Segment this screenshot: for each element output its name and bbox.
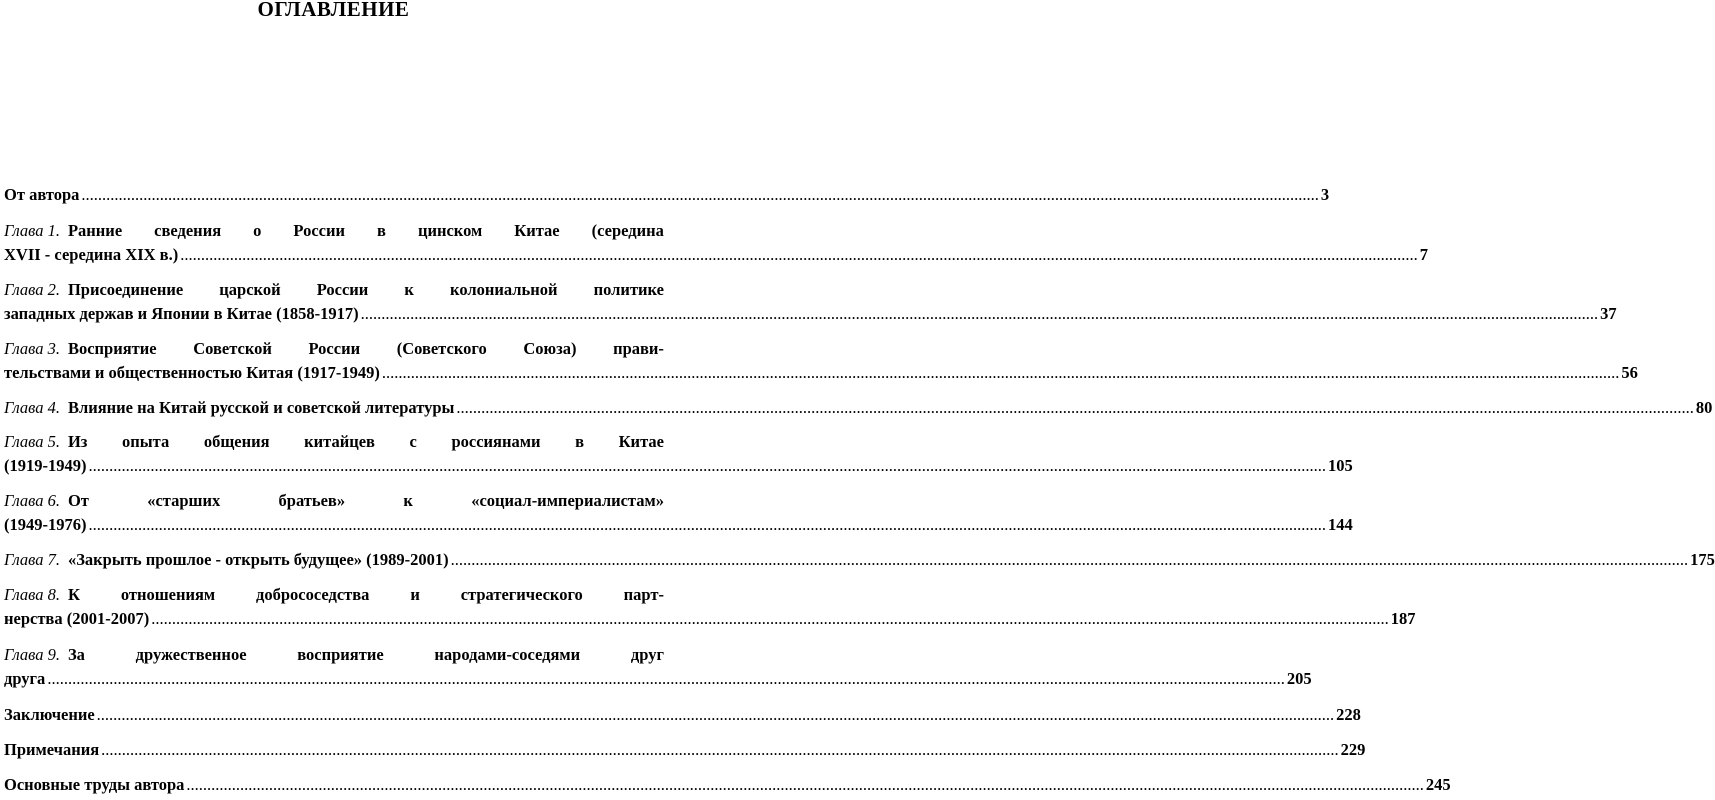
toc-entry-title-line-1 [68,643,664,667]
dot-leader: ............................................................................................................................................................................................................................................................................................................ [360,304,1599,323]
word: Китае [514,221,560,240]
toc-entry-title-line-2: нерства (2001-2007) [4,609,150,628]
word: народами-соседями [434,645,581,664]
toc-page-number: 205 [1286,669,1312,688]
word: цинском [417,221,483,240]
toc-entry-chapter-8[interactable] [4,583,1416,631]
word: (середина [591,221,664,240]
toc-entry-chapter-4[interactable] [4,396,1713,420]
word: общения [203,432,270,451]
toc-entry-chapter-2[interactable] [4,278,1617,326]
word: За [67,645,85,664]
toc-entry-author-preface[interactable] [4,183,1330,207]
word: восприятие [297,645,384,664]
word: парт- [623,585,664,604]
toc-entry-title: Основные труды автора [4,775,185,794]
word: От [67,491,89,510]
toc-page-number: 228 [1336,705,1361,724]
dot-leader: ............................................................................................................................................................................................................................................................................................................ [88,456,1326,475]
word: дружественное [135,645,247,664]
toc-entry-chapter-7[interactable] [4,548,1715,572]
toc-entry-chapter-6[interactable] [4,489,1353,537]
toc-entry-title-line-1 [68,337,664,361]
dot-leader: ............................................................................................................................................................................................................................................................................................................ [450,550,1689,569]
word: К [67,585,80,604]
word: колониальной [450,280,558,299]
toc-entry-title-line-1 [68,489,664,513]
toc-entry-chapter-9[interactable] [4,643,1312,691]
toc-page-number: 56 [1621,363,1638,382]
dot-leader: ............................................................................................................................................................................................................................................................................................................ [81,185,1319,204]
toc-entry-title-line-1 [68,278,664,302]
word: Советской [193,339,272,358]
toc-entry-chapter-3[interactable] [4,337,1638,385]
dot-leader: ............................................................................................................................................................................................................................................................................................................ [88,515,1326,534]
word: «социал-империалистам» [471,491,664,510]
toc-entry-title-line-1 [68,583,664,607]
toc-entry-title-line-2: западных держав и Японии в Китае (1858-1917) [4,304,359,323]
page-title: ОГЛАВЛЕНИЕ [257,0,410,21]
word: политике [593,280,664,299]
word: Китае [618,432,664,451]
toc-entry-title-line-2: XVII - середина XIX в.) [4,245,179,264]
toc-entry-title-line-1 [68,430,664,454]
chapter-label: Глава 7. [4,550,60,569]
word: стратегического [460,585,583,604]
toc-entry-chapter-1[interactable] [4,219,1428,267]
toc-entry-chapter-5[interactable] [4,430,1353,478]
word: и [410,585,420,604]
toc-entry-notes[interactable] [4,738,1366,762]
toc-page-number: 245 [1425,775,1451,794]
toc-entry-conclusion[interactable] [4,703,1361,727]
toc-page-number: 187 [1390,609,1416,628]
toc-page-number: 3 [1320,185,1330,204]
word: добрососедства [256,585,370,604]
chapter-label: Глава 9. [4,645,60,664]
toc-page-number: 37 [1600,304,1617,323]
toc-entry-title-line-1 [68,219,664,243]
chapter-label: Глава 3. [4,339,60,358]
word: в [377,221,386,240]
chapter-label: Глава 5. [4,432,60,451]
toc-page-number: 80 [1695,398,1713,417]
word: китайцев [304,432,375,451]
toc-page-number: 7 [1419,245,1428,264]
word: Восприятие [67,339,157,358]
toc-entry-title-line-2: (1949-1976) [4,515,87,534]
toc-page-number: 175 [1690,550,1715,569]
word: опыта [122,432,170,451]
word: отношениям [120,585,216,604]
word: России [316,280,369,299]
toc-entry-title-line-2: тельствами и общественностью Китая (1917-1949) [4,363,380,382]
dot-leader: ............................................................................................................................................................................................................................................................................................................ [47,669,1285,688]
word: Из [67,432,88,451]
word: с [409,432,417,451]
chapter-label: Глава 1. [4,221,60,240]
toc-entry-title-line-2: друга [4,669,46,688]
word: братьев» [278,491,346,510]
toc-entry-title-line-2: (1919-1949) [4,456,87,475]
chapter-label: Глава 2. [4,280,60,299]
word: сведения [154,221,222,240]
word: прави- [613,339,664,358]
word: к [403,491,413,510]
dot-leader: ............................................................................................................................................................................................................................................................................................................ [180,245,1418,264]
word: (Советского [396,339,487,358]
word: царской [219,280,281,299]
toc-entry-author-works[interactable] [4,773,1451,797]
dot-leader: ............................................................................................................................................................................................................................................................................................................ [151,609,1389,628]
toc-entry-title: «Закрыть прошлое - открыть будущее» (1989-2001) [67,550,449,569]
word: «старших [147,491,221,510]
word: о [253,221,262,240]
word: друг [630,645,664,664]
word: России [308,339,361,358]
toc-entry-title: Примечания [4,740,100,759]
chapter-label: Глава 6. [4,491,60,510]
toc-page-number: 144 [1327,515,1353,534]
toc-entry-title: От автора [4,185,80,204]
dot-leader: ............................................................................................................................................................................................................................................................................................................ [186,775,1424,794]
word: Союза) [523,339,577,358]
toc-entry-title: Влияние на Китай русской и советской литературы [67,398,455,417]
word: России [293,221,345,240]
toc-entry-title: Заключение [4,705,95,724]
toc-page-number: 105 [1327,456,1353,475]
dot-leader: ............................................................................................................................................................................................................................................................................................................ [381,363,1620,382]
word: россиянами [451,432,541,451]
chapter-label: Глава 8. [4,585,60,604]
word: Ранние [67,221,123,240]
chapter-label: Глава 4. [4,398,60,417]
dot-leader: ............................................................................................................................................................................................................................................................................................................ [96,705,1335,724]
dot-leader: ............................................................................................................................................................................................................................................................................................................ [456,398,1694,417]
dot-leader: ............................................................................................................................................................................................................................................................................................................ [101,740,1339,759]
toc-page-number: 229 [1340,740,1366,759]
word: в [575,432,584,451]
word: Присоединение [67,280,184,299]
word: к [404,280,414,299]
